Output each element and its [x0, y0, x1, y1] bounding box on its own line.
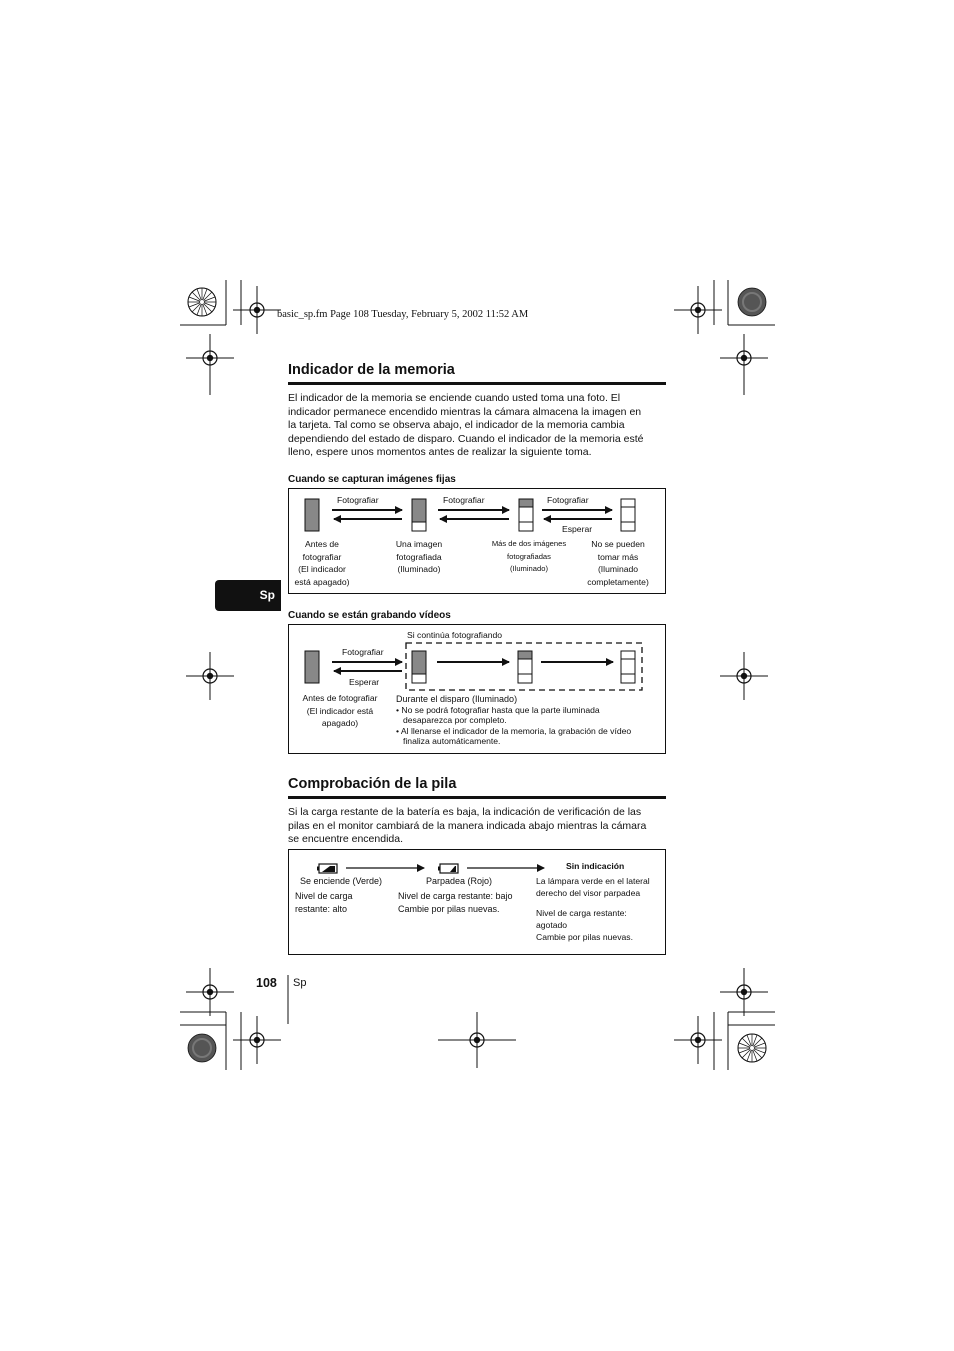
- desc-line: Cambie por pilas nuevas.: [536, 932, 633, 942]
- battery-state-2-desc: [398, 890, 533, 915]
- state-line: (El indicador está: [306, 705, 374, 716]
- memory-intro-line: dependiendo del estado de disparo. Cuando el indicador de la memoria esté: [288, 432, 644, 445]
- registration-target-left-1: [186, 334, 234, 382]
- corner-dot-top-right: [738, 288, 766, 316]
- still-state-before: [286, 538, 358, 588]
- state-line: (Iluminado: [597, 564, 639, 575]
- video-arrow-label: Fotografiar: [342, 647, 384, 657]
- battery-state-2-label: Parpadea (Rojo): [426, 876, 493, 886]
- registration-target-right-1: [720, 334, 768, 382]
- battery-state-1-desc: [295, 890, 395, 915]
- registration-target-bottom-right: [674, 1016, 722, 1064]
- desc-line: agotado: [536, 920, 568, 930]
- memory-intro-line: El indicador de la memoria se enciende cuando usted toma una foto. El: [288, 392, 621, 404]
- video-wait-label: Esperar: [349, 677, 380, 687]
- print-header-line: basic_sp.fm Page 108 Tuesday, February 5, 2002 11:52 AM: [277, 309, 529, 320]
- still-wait-label: Esperar: [562, 524, 593, 534]
- battery-state-1-label: Se enciende (Verde): [300, 876, 383, 886]
- state-line: está apagado): [294, 576, 350, 587]
- state-line: Antes de fotografiar: [302, 693, 378, 703]
- memory-intro-line: la tarjeta. Tal como se observa abajo, el indicador de la memoria cambia: [288, 419, 625, 432]
- battery-intro: [288, 806, 668, 847]
- video-bullet-cont: finaliza automáticamente.: [403, 736, 501, 747]
- desc-line: La lámpara verde en el lateral: [536, 876, 650, 886]
- battery-intro-line: pilas en el monitor cambiará de la manera indicada abajo mientras la cámara: [288, 819, 647, 832]
- battery-state-3-desc-2: [536, 907, 664, 943]
- state-line: tomar más: [597, 551, 639, 562]
- still-arrow-label-1: Fotografiar: [337, 495, 379, 505]
- state-line: fotografiada: [396, 551, 442, 562]
- state-line: No se pueden: [591, 539, 645, 549]
- registration-target-top-right: [674, 286, 722, 334]
- section-title-battery: Comprobación de la pila: [288, 776, 457, 792]
- registration-target-left-2: [186, 652, 234, 700]
- video-during-notes: [396, 693, 666, 747]
- battery-state-3-label: Sin indicación: [566, 861, 625, 871]
- state-line: Una imagen: [395, 539, 443, 549]
- desc-line: restante: alto: [295, 903, 348, 914]
- registration-target-right-2: [720, 652, 768, 700]
- desc-line: derecho del visor parpadea: [536, 888, 641, 898]
- state-line: (Iluminado): [510, 564, 548, 574]
- page-number: 108: [256, 976, 277, 990]
- state-line: (El indicador: [298, 564, 346, 575]
- language-side-tab: [215, 580, 281, 611]
- video-bullet: • Al llenarse el indicador de la memoria, la grabación de vídeo: [396, 725, 632, 736]
- state-line: fotografiadas: [507, 551, 551, 561]
- battery-state-3-desc: [536, 875, 664, 899]
- desc-line: Cambie por pilas nuevas.: [398, 903, 500, 914]
- battery-intro-line: se encuentre encendida.: [288, 833, 404, 846]
- battery-intro-line: Si la carga restante de la batería es baja, la indicación de verificación de las: [288, 806, 642, 818]
- section-rule-battery: [288, 796, 666, 799]
- state-line: completamente): [587, 576, 649, 587]
- desc-line: Nivel de carga restante: bajo: [398, 891, 513, 901]
- page-language: Sp: [293, 977, 307, 989]
- section-rule-memory: [288, 382, 666, 385]
- state-line: (Iluminado): [397, 564, 441, 575]
- still-state-full: [578, 538, 658, 588]
- corner-dot-bottom-left: [188, 1034, 216, 1062]
- registration-target-left-3: [186, 968, 234, 1016]
- section-title-memory: Indicador de la memoria: [288, 362, 455, 378]
- language-side-tab-label: Sp: [259, 588, 275, 602]
- video-bullet: • No se podrá fotografiar hasta que la parte iluminada: [396, 705, 600, 715]
- crop-marks-top: [180, 280, 775, 395]
- desc-line: Nivel de carga: [295, 891, 353, 901]
- video-continue-label: Si continúa fotografiando: [407, 630, 503, 640]
- video-during-label: Durante el disparo (Iluminado): [396, 694, 518, 704]
- state-line: Más de dos imágenes: [491, 539, 567, 548]
- still-heading: Cuando se capturan imágenes fijas: [288, 474, 456, 485]
- memory-intro: [288, 392, 668, 460]
- registration-target-right-3: [720, 968, 768, 1016]
- video-bullet-cont: desaparezca por completo.: [403, 715, 507, 726]
- memory-intro-line: indicador permanece encendido mientras la cámara almacena la imagen en: [288, 405, 642, 418]
- still-state-one: [383, 538, 455, 576]
- state-line: fotografiar: [302, 551, 342, 562]
- desc-line: Nivel de carga restante:: [536, 908, 627, 918]
- video-state-before: [294, 692, 386, 730]
- registration-target-bottom-left: [233, 1016, 281, 1064]
- starburst-top-left: [188, 288, 216, 316]
- registration-target-top-left: [233, 286, 281, 334]
- still-state-two: [481, 538, 577, 576]
- state-line: Antes de: [305, 539, 339, 549]
- video-heading: Cuando se están grabando vídeos: [288, 610, 451, 621]
- still-arrow-label-2: Fotografiar: [443, 495, 485, 505]
- still-arrow-label-3: Fotografiar: [547, 495, 589, 505]
- state-line: apagado): [321, 718, 359, 729]
- memory-intro-line: lleno, espere unos momentos antes de realizar la siguiente toma.: [288, 446, 592, 459]
- starburst-bottom-right: [738, 1034, 766, 1062]
